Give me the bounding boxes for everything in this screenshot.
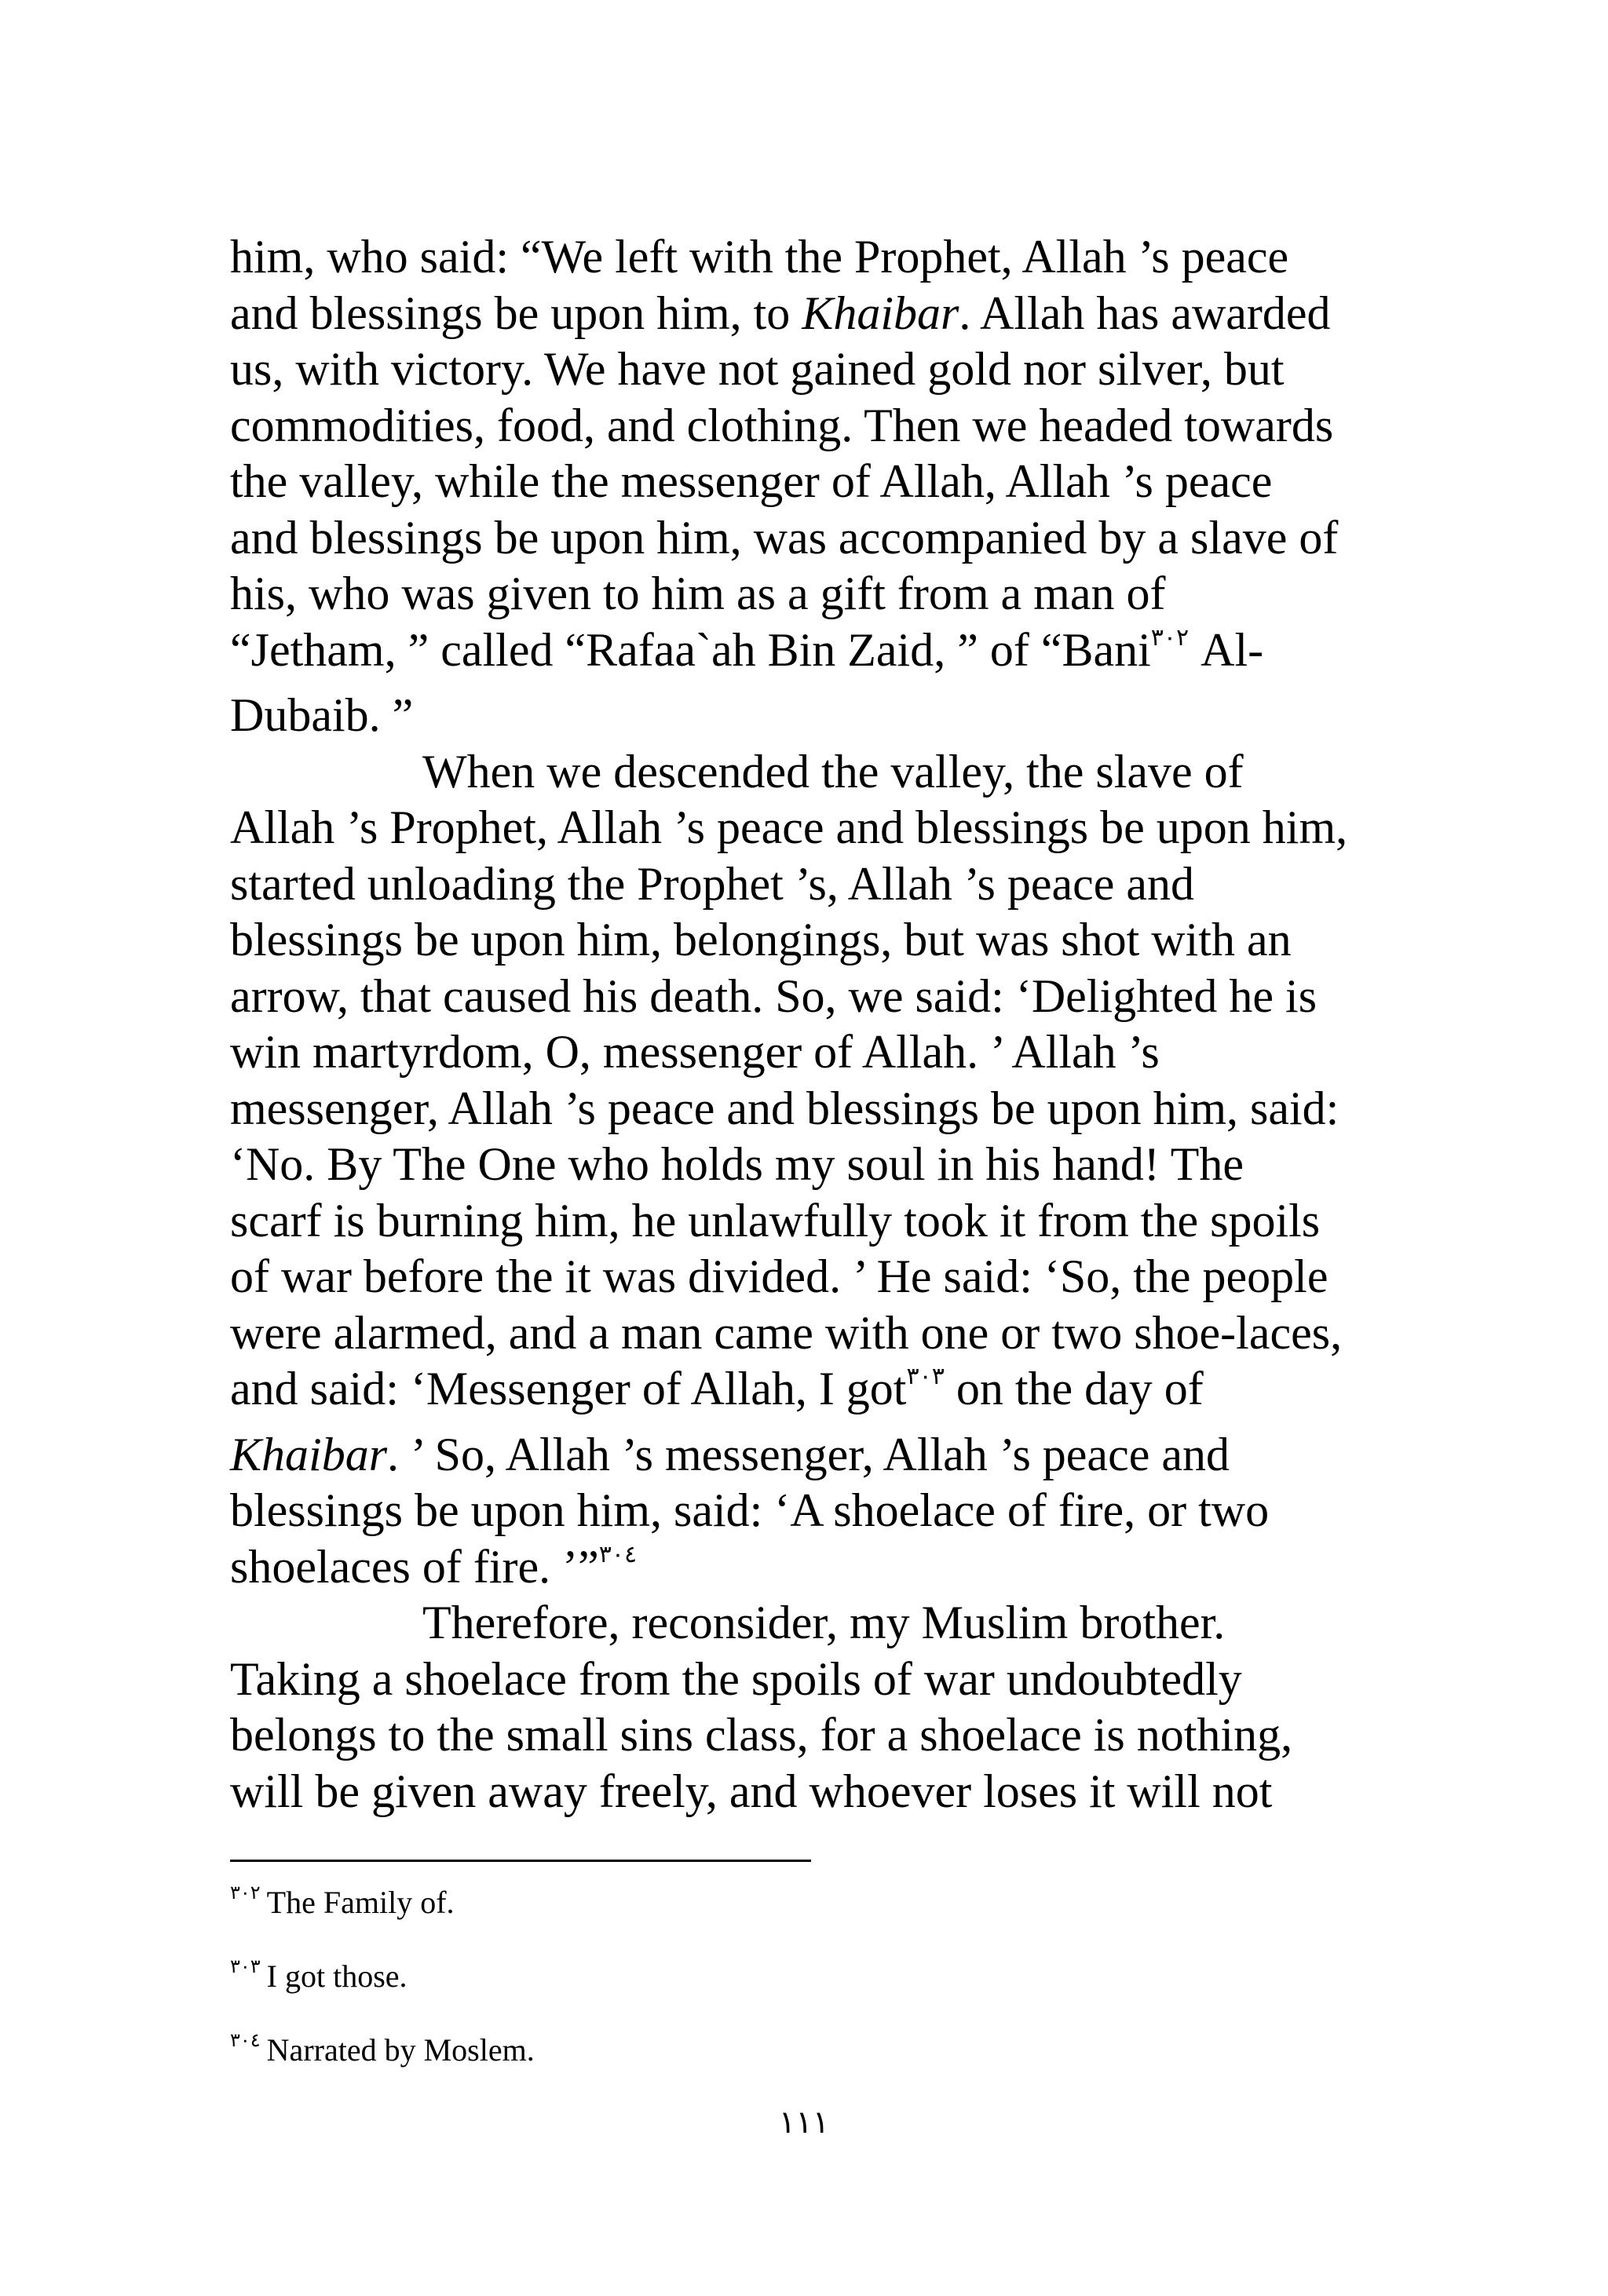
footnote-text: Narrated by Moslem.: [266, 2032, 535, 2068]
text-line: messenger, Allah ’s peace and blessings be upon him, said:: [230, 1082, 1339, 1134]
paragraph-3: [230, 1595, 1392, 1820]
text-line: belongs to the small sins class, for a shoelace is nothing,: [230, 1709, 1293, 1761]
text-line: Allah ’s Prophet, Allah ’s peace and blessings be upon him,: [230, 801, 1348, 853]
footnote-reference[interactable]: ٣٠٤: [598, 1541, 638, 1568]
text-line: shoelaces of fire. ’”$^{٣٠٤}$: [230, 1540, 638, 1593]
text-line: started unloading the Prophet ’s, Allah ’s peace and: [230, 857, 1195, 910]
body-text: [230, 229, 1392, 1820]
text-line: him, who said: “We left with the Prophet, Allah ’s peace: [230, 231, 1289, 283]
text-line: were alarmed, and a man came with one or two shoe-laces,: [230, 1306, 1343, 1359]
text-line: arrow, that caused his death. So, we said: ‘Delighted he is: [230, 969, 1317, 1022]
text-line: of war before the it was divided. ’ He said: ‘So, the people: [230, 1250, 1328, 1302]
footnote-reference[interactable]: ٣٠٣: [906, 1363, 945, 1389]
footnote-number: ٣٠٤: [230, 2031, 261, 2051]
text-line: and blessings be upon him, was accompanied by a slave of: [230, 511, 1339, 564]
footnote-text: The Family of.: [266, 1885, 455, 1920]
text-line: Taking a shoelace from the spoils of war undoubtedly: [230, 1652, 1242, 1705]
footnote-item: [230, 2031, 535, 2069]
text-line: Dubaib. ”: [230, 689, 414, 741]
footnote-number: ٣٠٢: [230, 1883, 261, 1904]
italic-term: Khaibar: [230, 1428, 388, 1480]
text-line: ‘No. By The One who holds my soul in his hand! The: [230, 1138, 1244, 1190]
italic-term: Khaibar: [802, 287, 959, 339]
paragraph-1: [230, 229, 1392, 744]
text-line: will be given away freely, and whoever loses it will not: [230, 1765, 1273, 1817]
footnote-item: [230, 1884, 455, 1922]
text-line: “Jetham, ” called “Rafaa`ah Bin Zaid, ” of “Bani$^{٣٠٢}$ Al-: [230, 623, 1264, 676]
text-line: and blessings be upon him, to Khaibar. Allah has awarded: [230, 287, 1331, 339]
text-line: his, who was given to him as a gift from a man of: [230, 568, 1166, 619]
text-line: the valley, while the messenger of Allah, Allah ’s peace: [230, 455, 1273, 507]
footnote-text: I got those.: [266, 1958, 407, 1994]
text-line: blessings be upon him, said: ‘A shoelace of fire, or two: [230, 1484, 1270, 1536]
footnote-divider: [230, 1860, 811, 1862]
text-line: Khaibar. ’ So, Allah ’s messenger, Allah ’s peace and: [230, 1428, 1230, 1480]
footnote-item: [230, 1958, 407, 1995]
footnote-reference[interactable]: ٣٠٢: [1150, 624, 1190, 651]
text-line: blessings be upon him, belongings, but was shot with an: [230, 914, 1292, 965]
page-number: ١١١: [778, 2104, 830, 2140]
text-line: commodities, food, and clothing. Then we headed towards: [230, 399, 1334, 451]
text-line: us, with victory. We have not gained gold nor silver, but: [230, 343, 1285, 395]
text-line: scarf is burning him, he unlawfully took it from the spoils: [230, 1194, 1321, 1247]
text-line: and said: ‘Messenger of Allah, I got$^{٣٠٣}$ on the day of: [230, 1363, 1204, 1414]
paragraph-2: [230, 744, 1392, 1596]
footnote-number: ٣٠٣: [230, 1957, 261, 1977]
text-line: When we descended the valley, the slave of: [422, 745, 1244, 798]
text-line: win martyrdom, O, messenger of Allah. ’ Allah ’s: [230, 1026, 1160, 1078]
text-line: Therefore, reconsider, my Muslim brother.: [422, 1597, 1226, 1648]
